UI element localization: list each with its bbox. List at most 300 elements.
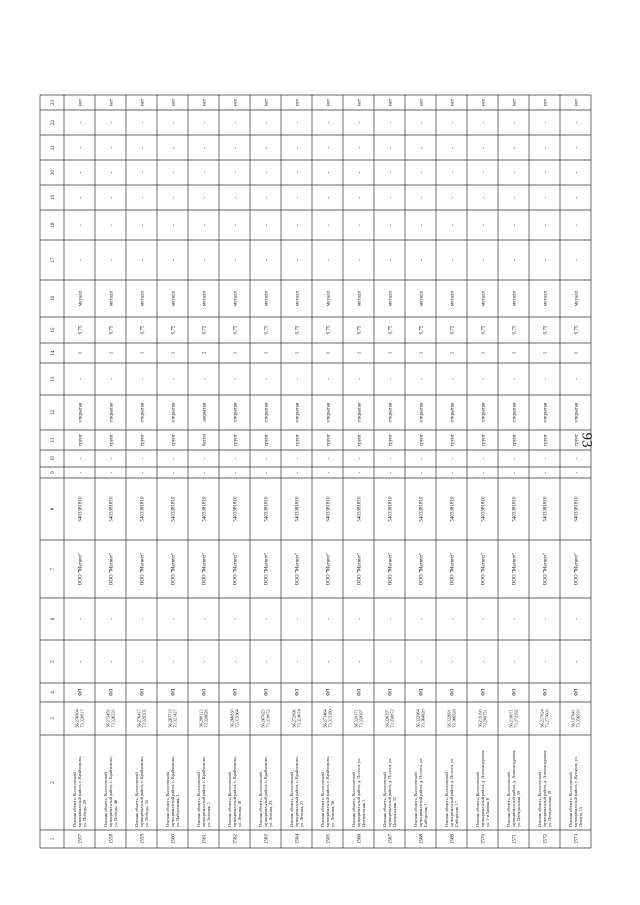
table-cell: -: [512, 259, 518, 261]
table-cell: -: [388, 171, 394, 174]
table-cell: 0,75: [388, 325, 394, 335]
table-cell: 1: [543, 351, 549, 355]
table-cell: ФЛ: [481, 689, 487, 696]
table-cell: -: [357, 378, 363, 380]
table-cell: -: [326, 378, 332, 380]
table-cell: ФЛ: [295, 689, 301, 696]
table-cell: -: [512, 618, 518, 620]
table-cell: ООО "Магнит": [295, 552, 301, 586]
table-cell: -: [233, 471, 239, 474]
table-cell: нет: [450, 98, 456, 107]
table-cell: нет: [140, 98, 146, 107]
table-cell: 2: [202, 351, 208, 355]
table-cell: грунт: [109, 434, 115, 446]
table-cell: 0,75: [78, 325, 84, 335]
table-cell: нет: [574, 98, 580, 107]
table-cell: -: [450, 171, 456, 174]
table-cell: ООО "Магнит": [512, 552, 518, 586]
address-cell: Омская область, Колосовскиймуниципальный район, с. Крайчиково,ул. Победы, 46: [103, 756, 118, 827]
table-cell: -: [388, 660, 394, 663]
table-cell: -: [419, 196, 425, 199]
row-id-cell: 1573: [574, 834, 580, 844]
table-cell: ООО "Магнит": [450, 552, 456, 586]
address-cell: Омская область, Колосовскиймуниципальный район, д. Пологи, ул.Центральная, 1: [351, 757, 366, 827]
table-cell: ФЛ: [78, 689, 84, 696]
table-cell: -: [481, 660, 487, 663]
table-cell: грунт: [78, 434, 84, 446]
row-id-cell: 1561: [202, 834, 208, 844]
row-id-cell: 1558: [109, 834, 115, 844]
table-cell: -: [264, 171, 270, 174]
address-cell: Омская область, Колосовскиймуниципальный район, с. Крайчиково,ул. Ленина, 23: [258, 756, 273, 827]
table-cell: -: [450, 224, 456, 226]
table-cell: грунт: [233, 434, 239, 446]
table-cell: 5403381810: [140, 496, 146, 522]
table-cell: -: [264, 121, 270, 124]
table-cell: нет: [202, 98, 208, 107]
table-cell: 56.21807173.272592: [508, 709, 519, 728]
table-cell: -: [326, 471, 332, 474]
table-cell: металл: [78, 291, 84, 306]
table-cell: -: [171, 660, 177, 663]
table-cell: -: [543, 378, 549, 380]
table-cell: -: [264, 457, 270, 460]
table-cell: металл: [357, 291, 363, 306]
table-cell: ООО "Магнит": [233, 552, 239, 586]
table-cell: ООО "Магнит": [481, 552, 487, 586]
table-cell: -: [264, 378, 270, 380]
table-cell: ООО "Магнит": [574, 552, 580, 586]
table-cell: -: [326, 259, 332, 261]
table-cell: ФЛ: [512, 689, 518, 696]
table-cell: 0,75: [295, 325, 301, 335]
table-cell: ООО "Магнит": [326, 552, 332, 586]
table-cell: -: [109, 618, 115, 620]
table-cell: -: [171, 378, 177, 380]
table-cell: -: [264, 224, 270, 226]
table-cell: -: [202, 224, 208, 226]
address-cell: Омская область, Колосовскиймуниципальный район, д. Александровка,ул. 1-я Заовая, 6: [475, 749, 490, 827]
table-cell: 5403381810: [388, 496, 394, 522]
table-cell: -: [233, 224, 239, 226]
table-cell: 0,75: [326, 325, 332, 335]
header-cell: 1: [50, 837, 56, 841]
table-cell: грунт: [171, 434, 177, 446]
table-cell: нет: [357, 98, 363, 107]
table-cell: 0,75: [357, 325, 363, 335]
table-cell: 5403381810: [233, 496, 239, 522]
table-cell: 56.27680473.328817: [74, 709, 85, 728]
table-cell: -: [233, 660, 239, 663]
table-cell: -: [481, 196, 487, 199]
table-cell: -: [140, 224, 146, 226]
table-cell: ФЛ: [140, 689, 146, 696]
table-cell: -: [109, 259, 115, 261]
header-cell: 19: [50, 195, 56, 200]
table-cell: -: [357, 121, 363, 124]
table-cell: -: [481, 457, 487, 460]
table-cell: -: [419, 660, 425, 663]
table-cell: нет: [78, 98, 84, 107]
table-cell: 1: [109, 351, 115, 355]
table-cell: 5403381810: [450, 496, 456, 522]
table-cell: -: [512, 471, 518, 474]
table-cell: -: [419, 457, 425, 460]
table-cell: 1: [388, 351, 394, 355]
table-cell: -: [171, 171, 177, 174]
table-cell: -: [481, 171, 487, 174]
table-cell: -: [574, 146, 580, 149]
table-cell: -: [109, 171, 115, 174]
table-cell: металл: [388, 291, 394, 306]
table-cell: -: [543, 259, 549, 261]
row-id-cell: 1572: [543, 834, 549, 844]
header-cell: 7: [50, 567, 56, 571]
table-cell: -: [543, 146, 549, 149]
table-cell: -: [233, 618, 239, 620]
table-cell: -: [78, 171, 84, 174]
table-cell: 0,75: [481, 325, 487, 335]
table-cell: открытая: [357, 402, 363, 423]
row-id-cell: 1562: [233, 834, 239, 844]
table-cell: -: [543, 224, 549, 226]
table-cell: -: [140, 660, 146, 663]
table-cell: -: [574, 259, 580, 261]
header-cell: 6: [50, 617, 56, 621]
table-cell: ООО "Магнит": [357, 552, 363, 586]
table-cell: 56.21782473.277605: [539, 709, 550, 728]
table-cell: ФЛ: [419, 689, 425, 696]
table-cell: ФЛ: [326, 689, 332, 696]
table-cell: -: [202, 471, 208, 474]
table-cell: 56.32639773.358872: [384, 709, 395, 728]
table-cell: 5403381810: [295, 496, 301, 522]
table-cell: грунт: [388, 434, 394, 446]
table-cell: открытая: [481, 402, 487, 423]
table-cell: -: [450, 457, 456, 460]
table-cell: -: [295, 146, 301, 149]
table-cell: ФЛ: [264, 689, 270, 696]
table-cell: грунт: [481, 434, 487, 446]
table-cell: -: [264, 146, 270, 149]
table-cell: -: [295, 660, 301, 663]
header-cell: 15: [50, 327, 56, 333]
table-cell: -: [326, 660, 332, 663]
table-cell: 0,75: [202, 325, 208, 335]
table-cell: металл: [202, 291, 208, 306]
table-cell: -: [388, 471, 394, 474]
table-cell: -: [481, 146, 487, 149]
table-cell: открытая: [388, 402, 394, 423]
table-cell: -: [419, 146, 425, 149]
table-cell: -: [202, 378, 208, 380]
address-cell: Омская область, Колосовскиймуниципальный район, с. Крайчиково,ул. Победы, 29: [72, 756, 87, 827]
table-cell: нет: [481, 98, 487, 107]
table-cell: -: [543, 196, 549, 199]
table-cell: 1: [357, 351, 363, 355]
table-cell: открытая: [140, 402, 146, 423]
table-cell: 56.32269173.366928: [446, 709, 457, 728]
table-cell: -: [574, 618, 580, 620]
table-cell: -: [388, 121, 394, 124]
table-cell: -: [388, 224, 394, 226]
table-cell: 5403381810: [574, 496, 580, 522]
table-cell: открытая: [574, 402, 580, 423]
table-cell: -: [78, 660, 84, 663]
table-cell: -: [109, 146, 115, 149]
table-cell: -: [109, 457, 115, 460]
table-cell: -: [140, 121, 146, 124]
row-id-cell: 1557: [78, 834, 84, 844]
table-cell: -: [357, 618, 363, 620]
table-cell: -: [357, 660, 363, 663]
table-cell: 1: [326, 351, 332, 355]
table-cell: открытая: [264, 402, 270, 423]
table-cell: -: [202, 660, 208, 663]
table-cell: -: [233, 378, 239, 380]
table-cell: -: [295, 618, 301, 620]
table-cell: -: [326, 121, 332, 124]
table-cell: -: [419, 259, 425, 261]
table-cell: -: [78, 259, 84, 261]
table-cell: -: [140, 618, 146, 620]
table-cell: открытая: [543, 402, 549, 423]
table-cell: -: [264, 471, 270, 474]
table-cell: 5403381810: [264, 496, 270, 522]
table-cell: -: [388, 146, 394, 149]
table-cell: открытая: [512, 402, 518, 423]
table-cell: -: [171, 457, 177, 460]
table-cell: -: [543, 618, 549, 620]
table-cell: 56.27641773.328202: [136, 709, 147, 728]
table-cell: нет: [171, 98, 177, 107]
table-cell: -: [109, 196, 115, 199]
address-cell: Омская область, Колосовскиймуниципальный район, д. Александровка,ул. Центральная, 59: [506, 749, 521, 827]
address-cell: Омская область, Колосовскиймуниципальный район, с. Крайчиково,ул. Набережная, 1: [165, 756, 180, 827]
row-id-cell: 1568: [419, 834, 425, 844]
table-cell: -: [295, 457, 301, 460]
table-cell: 5403381810: [171, 496, 177, 522]
table-cell: -: [78, 121, 84, 124]
table-cell: 0,75: [233, 325, 239, 335]
table-cell: металл: [481, 291, 487, 306]
table-cell: -: [481, 378, 487, 380]
table-cell: -: [574, 171, 580, 174]
table-cell: -: [233, 146, 239, 149]
table-cell: ООО "Магнит": [171, 552, 177, 586]
table-cell: металл: [233, 291, 239, 306]
table-cell: -: [543, 471, 549, 474]
table-cell: -: [481, 618, 487, 620]
header-cell: 4: [50, 691, 56, 694]
address-cell: Омская область, Колосовскиймуниципальный район, с. Крайчиково,ул. Ленина, 21: [289, 756, 304, 827]
table-cell: бетон: [202, 434, 208, 446]
header-cell: 18: [50, 222, 56, 228]
table-cell: -: [512, 660, 518, 663]
address-cell: Омская область, Колосовскиймуниципальный район, с. Кутырла, ул.Ленина, 15: [568, 756, 583, 827]
table-cell: -: [388, 618, 394, 620]
table-cell: -: [202, 146, 208, 149]
header-cell: 2: [50, 781, 56, 784]
table-cell: -: [450, 146, 456, 149]
table-cell: грунт: [264, 434, 270, 446]
table-cell: -: [357, 171, 363, 174]
table-cell: -: [450, 259, 456, 261]
table-cell: -: [202, 259, 208, 261]
address-cell: Омская область, Колосовскиймуниципальный район, с. Крайчиково,ул. Зеленая, 1: [196, 756, 211, 827]
table-cell: ООО "Магнит": [419, 552, 425, 586]
table-cell: 56.32017173.358397: [353, 709, 364, 728]
table-cell: ООО "Магнит": [140, 552, 146, 586]
table-cell: -: [357, 457, 363, 460]
row-id-cell: 1563: [264, 834, 270, 844]
table-cell: металл: [574, 291, 580, 306]
table-cell: 0,75: [543, 325, 549, 335]
header-cell: 22: [50, 120, 56, 125]
table-cell: -: [109, 121, 115, 124]
table-cell: -: [202, 196, 208, 199]
table-cell: -: [326, 196, 332, 199]
table-cell: закрытая: [202, 402, 208, 423]
table-cell: 0,75: [450, 325, 456, 335]
table-cell: -: [388, 457, 394, 460]
table-cell: -: [140, 259, 146, 261]
table-cell: -: [109, 378, 115, 380]
table-cell: металл: [140, 291, 146, 306]
table-cell: 56.26685073.319564: [229, 709, 240, 728]
table-cell: нет: [388, 98, 394, 107]
address-cell: Омская область, Колосовскиймуниципальный район, д. Пологи, ул.Сибирская, 17: [444, 757, 459, 827]
table-cell: ООО "Магнит": [264, 552, 270, 586]
table-cell: нет: [295, 98, 301, 107]
table-cell: -: [357, 224, 363, 226]
table-cell: -: [171, 146, 177, 149]
table-cell: ООО "Магнит": [202, 552, 208, 586]
row-id-cell: 1571: [512, 834, 518, 844]
table-cell: -: [78, 146, 84, 149]
table-cell: металл: [543, 291, 549, 306]
table-cell: 56.32296473.364828: [415, 709, 426, 728]
row-id-cell: 1566: [357, 834, 363, 844]
header-cell: 13: [50, 376, 56, 382]
table-cell: -: [419, 224, 425, 226]
table-cell: -: [78, 196, 84, 199]
table-cell: -: [357, 471, 363, 474]
table-cell: -: [574, 121, 580, 124]
table-cell: 0,75: [140, 325, 146, 335]
table-cell: -: [543, 660, 549, 663]
address-cell: Омская область, Колосовскиймуниципальный район, д. Пологи, ул.Центральная, 33: [382, 757, 397, 827]
table-cell: -: [419, 618, 425, 620]
header-cell: 21: [50, 145, 56, 150]
table-cell: -: [171, 121, 177, 124]
table-cell: 5403381810: [481, 496, 487, 522]
table-cell: -: [295, 121, 301, 124]
row-id-cell: 1560: [171, 834, 177, 844]
table-cell: -: [543, 121, 549, 124]
table-cell: -: [326, 224, 332, 226]
table-cell: 5403381810: [109, 496, 115, 522]
table-cell: -: [78, 224, 84, 226]
table-cell: -: [295, 378, 301, 380]
table-cell: -: [78, 618, 84, 620]
table-cell: -: [574, 196, 580, 199]
table-cell: открытая: [233, 402, 239, 423]
table-cell: металл: [326, 291, 332, 306]
table-cell: 1: [264, 351, 270, 355]
table-cell: -: [419, 121, 425, 124]
table-cell: 5403381810: [419, 496, 425, 522]
table-cell: 1: [78, 351, 84, 355]
table-cell: открытая: [450, 402, 456, 423]
row-id-cell: 1564: [295, 834, 301, 844]
table-cell: -: [326, 618, 332, 620]
table-cell: нет: [326, 98, 332, 107]
table-cell: -: [481, 224, 487, 226]
table-cell: 0,75: [109, 325, 115, 335]
table-cell: -: [419, 471, 425, 474]
table-cell: металл: [450, 291, 456, 306]
table-cell: -: [450, 378, 456, 380]
table-cell: открытая: [109, 402, 115, 423]
table-cell: нет: [109, 98, 115, 107]
table-cell: -: [202, 618, 208, 620]
table-cell: нет: [419, 98, 425, 107]
table-cell: -: [140, 171, 146, 174]
table-cell: -: [419, 171, 425, 174]
table-cell: 56.27545973.326535: [105, 709, 116, 728]
table-cell: ФЛ: [233, 689, 239, 696]
table-cell: -: [512, 196, 518, 199]
table-cell: ООО "Магнит": [109, 552, 115, 586]
table-cell: -: [295, 224, 301, 226]
table-cell: -: [171, 224, 177, 226]
table-cell: ООО "Магнит": [78, 552, 84, 586]
header-cell: 5: [50, 660, 56, 663]
table-cell: нет: [543, 98, 549, 107]
table-cell: 1: [171, 351, 177, 355]
header-cell: 9: [50, 471, 56, 474]
table-cell: ФЛ: [171, 689, 177, 696]
table-cell: -: [109, 224, 115, 226]
table-cell: грунт: [543, 434, 549, 446]
table-cell: ФЛ: [543, 689, 549, 696]
table-cell: 0,75: [171, 325, 177, 335]
table-cell: -: [450, 471, 456, 474]
table-cell: -: [512, 121, 518, 124]
header-cell: 23: [50, 100, 56, 105]
row-id-cell: 1570: [481, 834, 487, 844]
table-cell: -: [450, 121, 456, 124]
table-cell: открытая: [171, 402, 177, 423]
table-cell: -: [388, 196, 394, 199]
table-cell: -: [140, 146, 146, 149]
table-cell: 0,75: [264, 325, 270, 335]
table-cell: грунт: [140, 434, 146, 446]
row-id-cell: 1567: [388, 834, 394, 844]
row-id-cell: 1559: [140, 834, 146, 844]
table-cell: -: [357, 146, 363, 149]
page-number: 93: [578, 432, 595, 448]
table-cell: -: [233, 457, 239, 460]
row-id-cell: 1569: [450, 834, 456, 844]
address-cell: Омская область, Колосовскиймуниципальный район, д. Пологи, ул.Сибирская, 1: [413, 757, 428, 827]
table-cell: -: [264, 196, 270, 199]
table-cell: -: [543, 457, 549, 460]
table-cell: -: [171, 196, 177, 199]
header-cell: 3: [50, 717, 56, 720]
header-cell: 16: [50, 296, 56, 301]
